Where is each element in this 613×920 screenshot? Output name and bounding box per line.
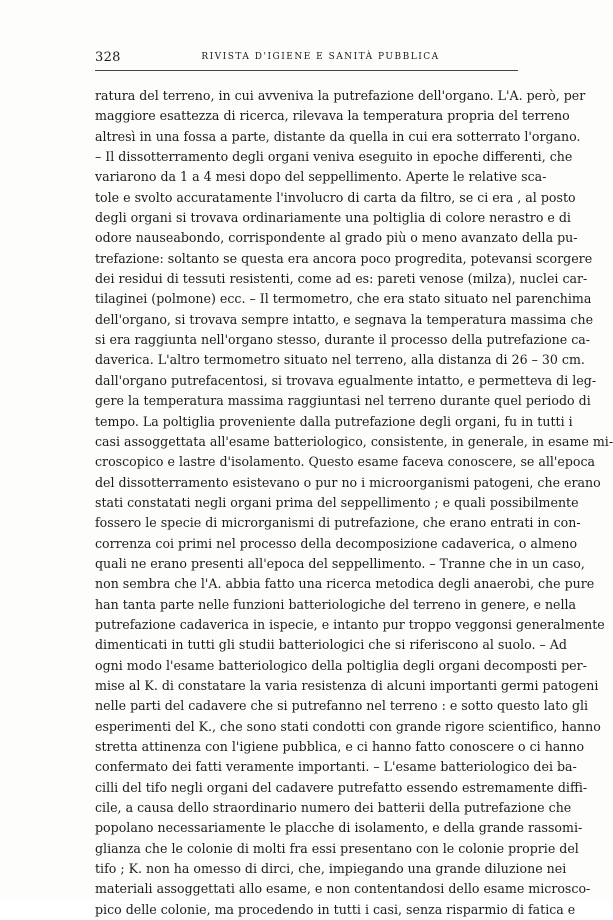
text-line: popolano necessariamente le placche di isolamento, e della grande rassomi- — [95, 820, 583, 836]
text-line: putrefazione cadaverica in ispecie, e intanto pur troppo veggonsi generalmente — [95, 616, 605, 632]
text-line: stati constatati negli organi prima del seppellimento ; e quali possibilmente — [95, 494, 579, 510]
text-line: quali ne erano presenti all'epoca del seppellimento. – Tranne che in un caso, — [95, 555, 585, 571]
text-line: non sembra che l'A. abbia fatto una ricerca metodica degli anaerobi, che pure — [95, 576, 595, 592]
page-header — [95, 50, 518, 71]
text-line: casi assoggettata all'esame batteriologico, consistente, in generale, in esame mi- — [95, 433, 613, 449]
text-line: croscopico e lastre d'isolamento. Questo esame faceva conoscere, se all'epoca — [95, 454, 596, 470]
text-line: dimenticati in tutti gli studii batteriologici che si riferiscono al suolo. – Ad — [95, 637, 567, 653]
text-line: materiali assoggettati allo esame, e non contentandosi dello esame microsco- — [95, 881, 591, 897]
text-line: maggiore esattezza di ricerca, rilevava la temperatura propria del terreno — [95, 108, 570, 124]
text-line: fossero le specie di microrganismi di putrefazione, che erano entrati in con- — [95, 515, 581, 531]
text-line: cile, a causa dello straordinario numero dei batterii della putrefazione che — [95, 800, 572, 816]
text-line: confermato dei fatti veramente importanti. – L'esame batteriologico dei ba- — [95, 759, 577, 775]
text-line: altresì in una fossa a parte, distante da quella in cui era sotterrato l'organo. — [95, 128, 581, 144]
body-text — [95, 86, 613, 920]
text-line: ogni modo l'esame batteriologico della poltiglia degli organi decomposti per- — [95, 657, 587, 673]
text-line: correnza coi primi nel processo della decomposizione cadaverica, o almeno — [95, 535, 578, 551]
text-line: tifo ; K. non ha omesso di dirci, che, impiegando una grande diluzione nei — [95, 861, 567, 877]
text-line: tole e svolto accuratamente l'involucro di carta da filtro, se ci era , al posto — [95, 189, 576, 205]
text-line: esperimenti del K., che sono stati condotti con grande rigore scientifico, hanno — [95, 718, 601, 734]
text-line: variarono da 1 a 4 mesi dopo del seppellimento. Aperte le relative sca- — [95, 169, 547, 185]
text-line: si era raggiunta nell'organo stesso, durante il processo della putrefazione ca- — [95, 332, 591, 348]
text-line: dell'organo, si trovava sempre intatto, e segnava la temperatura massima che — [95, 311, 594, 327]
running-title: RIVISTA D'IGIENE E SANITÀ PUBBLICA — [201, 52, 440, 62]
text-line: odore nauseabondo, corrispondente al grado più o meno avanzato della pu- — [95, 230, 578, 246]
text-line: daverica. L'altro termometro situato nel terreno, alla distanza di 26 – 30 cm. — [95, 352, 585, 368]
text-line: dall'organo putrefacentosi, si trovava egualmente intatto, e permetteva di leg- — [95, 372, 597, 388]
text-line: degli organi si trovava ordinariamente una poltiglia di colore nerastro e di — [95, 210, 571, 226]
text-line: trefazione: soltanto se questa era ancora poco progredita, potevansi scorgere — [95, 250, 593, 266]
text-line: cilli del tifo negli organi del cadavere putrefatto essendo estremamente diffi- — [95, 779, 588, 795]
text-line: nelle parti del cadavere che si putrefanno nel terreno : e sotto questo lato gli — [95, 698, 589, 714]
text-line: mise al K. di constatare la varia resistenza di alcuni importanti germi patogeni — [95, 677, 599, 693]
text-line: dei residui di tessuti resistenti, come ad es: pareti venose (milza), nuclei car- — [95, 271, 588, 287]
text-line: stretta attinenza con l'igiene pubblica, e ci hanno fatto conoscere o ci hanno — [95, 739, 585, 754]
text-line: ratura del terreno, in cui avveniva la putrefazione dell'organo. L'A. però, per — [95, 88, 586, 103]
text-line: han tanta parte nelle funzioni batteriologiche del terreno in genere, e nella — [95, 596, 577, 612]
text-line: gere la temperatura massima raggiuntasi nel terreno durante quel periodo di — [95, 393, 591, 409]
text-line: glianza che le colonie di molti fra essi presentano con le colonie proprie del — [95, 840, 579, 856]
page-number: 328 — [95, 50, 121, 65]
text-line: del dissotterramento esistevano o pur no i microorganismi patogeni, che erano — [95, 474, 601, 490]
text-line: tilaginei (polmone) ecc. – Il termometro, che era stato situato nel parenchima — [95, 291, 592, 307]
text-line: pico delle colonie, ma procedendo in tutti i casi, senza risparmio di fatica e — [95, 901, 576, 917]
text-line: – Il dissotterramento degli organi veniva eseguito in epoche differenti, che — [95, 149, 573, 165]
text-line: tempo. La poltiglia proveniente dalla putrefazione degli organi, fu in tutti i — [95, 413, 573, 429]
